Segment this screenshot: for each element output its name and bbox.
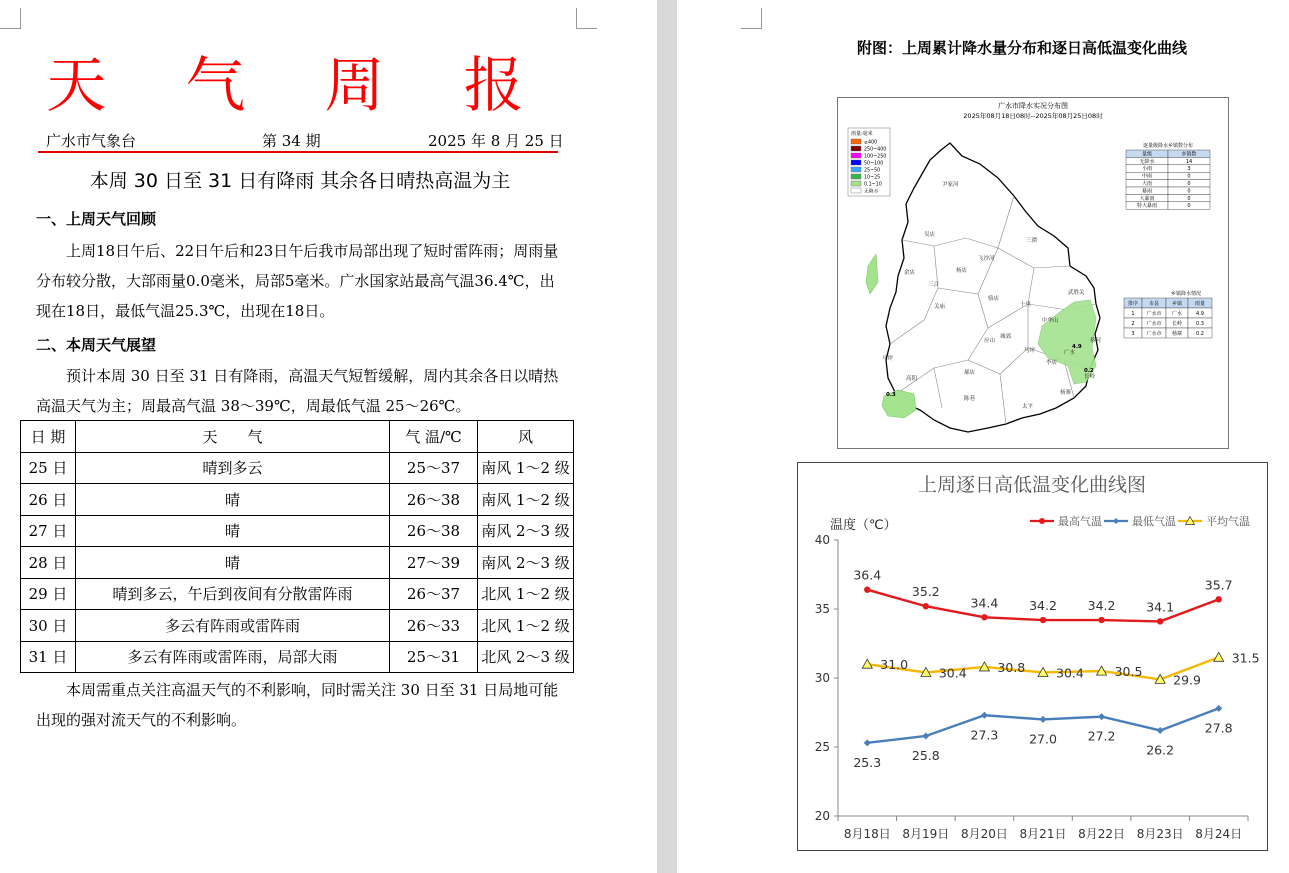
town-table-title: 乡镇降水情况 <box>1170 291 1202 297</box>
data-label: 30.4 <box>938 665 967 681</box>
data-label: 30.8 <box>997 659 1026 675</box>
cell-date: 28 日 <box>21 547 76 579</box>
legend-swatch <box>851 146 861 151</box>
grade-cell-text: 0 <box>1187 188 1191 195</box>
data-point <box>1098 617 1104 623</box>
grade-cell-text: 0 <box>1187 195 1191 202</box>
legend-swatch <box>851 167 861 172</box>
data-label: 34.1 <box>1146 599 1175 615</box>
cell-date: 26 日 <box>21 484 76 516</box>
data-label: 34.2 <box>1029 598 1057 614</box>
town-cell-text: 杨寨 <box>1171 330 1183 337</box>
place-label: 吴店 <box>924 232 936 238</box>
data-label: 29.9 <box>1173 672 1201 688</box>
place-label: 应山 <box>984 338 996 344</box>
x-tick-label: 8月24日 <box>1195 827 1243 841</box>
place-label: 城郊 <box>1000 334 1012 340</box>
cell-wind: 南风 1～2 级 <box>478 452 574 484</box>
rain-distribution-map <box>837 97 1229 449</box>
table-row <box>21 484 574 516</box>
cell-wind: 北风 1～2 级 <box>478 578 574 610</box>
legend-marker <box>1113 518 1119 524</box>
cell-date: 30 日 <box>21 610 76 642</box>
place-label: 余店 <box>904 270 916 276</box>
cell-wind: 南风 1～2 级 <box>478 484 574 516</box>
column-header: 天 气 <box>76 421 390 453</box>
town-cell-text: 0.3 <box>1196 320 1204 327</box>
cell-weather: 晴 <box>76 547 390 579</box>
data-point <box>981 614 987 620</box>
data-point <box>922 732 929 739</box>
grade-cell-text: 无降水 <box>1139 158 1155 165</box>
town-cell-text: 雨量 <box>1194 300 1206 307</box>
data-label: 34.2 <box>1087 598 1116 614</box>
place-label: 杨寨 <box>1060 390 1072 396</box>
section-review-title: 一、上周天气回顾 <box>36 210 157 228</box>
grade-cell-text: 中雨 <box>1141 173 1153 180</box>
issue-date: 2025 年 8 月 25 日 <box>428 132 564 150</box>
table-row <box>21 452 574 484</box>
town-cell-text: 广水市 <box>1146 310 1162 317</box>
place-label: 三合 <box>928 282 940 288</box>
town-cell-text: 3 <box>1131 330 1135 337</box>
legend-swatch <box>851 174 861 179</box>
data-label: 27.3 <box>970 727 999 743</box>
place-label: 郝店 <box>964 370 976 376</box>
grade-cell-text: 特大暴雨 <box>1136 203 1158 210</box>
legend-title: 雨量:毫米 <box>851 131 873 137</box>
place-label: 马坪 <box>1024 348 1036 354</box>
closing-text: 本周需重点关注高温天气的不利影响，同时需关注 30 日至 31 日局地可能出现的强对流天气的不利影响。 <box>36 681 559 729</box>
grade-cell-text: 乡镇数 <box>1181 151 1197 158</box>
legend-swatch <box>851 153 861 158</box>
legend-label: 10~25 <box>864 175 881 181</box>
rain-area-west <box>866 254 878 294</box>
header-divider <box>38 151 558 153</box>
grade-cell-text: 大暴雨 <box>1139 195 1155 202</box>
cell-wind: 北风 1～2 级 <box>478 610 574 642</box>
cell-wind: 北风 2～3 级 <box>478 641 574 673</box>
cell-temp: 26～37 <box>390 578 478 610</box>
place-label: 陈巷 <box>964 396 976 402</box>
data-label: 30.4 <box>1056 665 1084 681</box>
town-cell-text: 广水市 <box>1146 330 1162 337</box>
grade-cell-text: 0 <box>1187 203 1191 210</box>
section-review-text: 上周18日午后、22日午后和23日午后我市局部出现了短时雷阵雨；周雨量分布较分散，大部雨量0.0毫米，局部5毫米。广水国家站最高气温36.4℃，出现在18日，最低气温25.3℃，出现在18日。 <box>36 242 559 320</box>
cell-weather: 晴 <box>76 515 390 547</box>
place-label: 马坪 <box>882 356 894 362</box>
town-cell-text: 0.2 <box>1196 330 1204 337</box>
place-label: 武胜关 <box>1068 290 1085 296</box>
legend-label: 平均气温 <box>1206 515 1250 528</box>
town-cell-text: 4.9 <box>1196 310 1204 317</box>
cell-wind: 南风 2～3 级 <box>478 547 574 579</box>
data-point <box>1098 713 1105 720</box>
legend-label: ≥400 <box>864 140 878 146</box>
y-axis-label: 温度（℃） <box>830 518 897 533</box>
legend-swatch <box>851 160 861 165</box>
legend-label: 无降水 <box>864 189 879 195</box>
issuing-organization: 广水市气象台 <box>46 132 137 150</box>
cell-weather: 多云有阵雨或雷阵雨，局部大雨 <box>76 641 390 673</box>
crop-mark <box>741 8 762 29</box>
place-label: 飞沙河 <box>978 256 995 262</box>
data-point <box>1216 596 1222 602</box>
data-label: 31.0 <box>880 657 909 673</box>
rain-map-svg <box>838 98 1228 448</box>
crop-mark <box>0 8 21 29</box>
data-label: 34.4 <box>970 595 999 611</box>
chart-legend <box>1030 514 1250 528</box>
legend-label: 最低气温 <box>1132 515 1176 528</box>
forecast-table <box>20 420 574 673</box>
place-label: 蔡河 <box>1090 338 1102 344</box>
grade-table <box>1126 142 1210 209</box>
legend-marker <box>1039 518 1045 524</box>
data-point <box>1040 716 1047 723</box>
data-label: 26.2 <box>1146 742 1175 758</box>
cell-weather: 多云有阵雨或雷阵雨 <box>76 610 390 642</box>
data-point <box>981 712 988 719</box>
place-label: 李店 <box>1046 360 1058 366</box>
y-tick-label: 35 <box>814 602 830 616</box>
data-label: 27.0 <box>1029 731 1057 747</box>
cell-weather: 晴到多云 <box>76 452 390 484</box>
legend-swatch <box>851 139 861 144</box>
data-label: 31.5 <box>1231 650 1260 666</box>
grade-cell-text: 3 <box>1187 166 1191 173</box>
town-cell-text: 乡镇 <box>1171 300 1183 307</box>
legend-swatch <box>851 188 861 193</box>
table-row <box>21 578 574 610</box>
town-cell-text: 1 <box>1131 310 1135 317</box>
table-row <box>21 515 574 547</box>
cell-date: 25 日 <box>21 452 76 484</box>
town-cell-text: 广水 <box>1171 310 1183 317</box>
temperature-chart <box>797 462 1268 851</box>
table-row <box>21 641 574 673</box>
y-tick-label: 30 <box>814 671 830 685</box>
cell-weather: 晴 <box>76 484 390 516</box>
place-label: 骆店 <box>988 296 1000 302</box>
place-label: 尹家河 <box>942 182 959 188</box>
column-header: 日 期 <box>21 421 76 453</box>
place-label: 长岭 <box>1084 374 1096 380</box>
headline: 本周 30 日至 31 日有降雨 其余各日晴热高温为主 <box>89 170 511 192</box>
grade-cell-text: 小雨 <box>1141 166 1153 173</box>
table-row <box>21 610 574 642</box>
place-label: 十里 <box>1020 302 1032 308</box>
place-label: 高阳 <box>906 376 918 382</box>
appendix-title: 附图：上周累计降水量分布和逐日高低温变化曲线 <box>856 39 1187 57</box>
data-label: 30.5 <box>1114 664 1143 680</box>
place-label: 广水 <box>1064 350 1076 356</box>
data-point <box>1157 727 1164 734</box>
cell-date: 27 日 <box>21 515 76 547</box>
y-tick-label: 20 <box>814 809 830 823</box>
section-outlook-title: 二、本周天气展望 <box>36 336 157 354</box>
grade-cell-text: 14 <box>1185 158 1193 165</box>
town-cell-text: 2 <box>1131 320 1135 327</box>
map-title: 广水市降水实况分布图 <box>998 102 1068 110</box>
cell-temp: 27～39 <box>390 547 478 579</box>
map-subtitle: 2025年08月18日08时--2025年08月25日08时 <box>963 112 1103 120</box>
cell-weather: 晴到多云，午后到夜间有分散雷阵雨 <box>76 578 390 610</box>
place-label: 三潭 <box>1026 238 1038 244</box>
grade-cell-text: 0 <box>1187 173 1191 180</box>
data-label: 35.2 <box>911 584 940 600</box>
x-tick-label: 8月21日 <box>1019 827 1067 841</box>
issue-number: 第 34 期 <box>262 132 321 150</box>
cell-temp: 26～38 <box>390 515 478 547</box>
x-tick-label: 8月18日 <box>843 827 891 841</box>
grade-cell-text: 暴雨 <box>1141 188 1153 195</box>
data-label: 25.8 <box>911 747 940 763</box>
town-cell-text: 广水市 <box>1146 320 1162 327</box>
legend-label: 最高气温 <box>1058 515 1102 528</box>
data-point <box>864 586 870 592</box>
cell-temp: 25～31 <box>390 641 478 673</box>
x-tick-label: 8月22日 <box>1078 827 1126 841</box>
cell-temp: 26～38 <box>390 484 478 516</box>
county-outline <box>886 143 1100 432</box>
y-tick-label: 40 <box>814 533 830 547</box>
grade-cell-text: 0 <box>1187 181 1191 187</box>
table-row <box>21 547 574 579</box>
place-label: 杨店 <box>956 268 968 274</box>
crop-mark <box>576 8 597 29</box>
x-tick-label: 8月20日 <box>960 827 1008 841</box>
legend-label: 50~100 <box>864 161 884 167</box>
data-label: 27.2 <box>1087 728 1116 744</box>
rain-value: 0.3 <box>886 392 896 398</box>
rain-value: 0.2 <box>1084 368 1094 374</box>
data-point <box>864 739 871 746</box>
page-gutter <box>657 0 677 873</box>
data-label: 25.3 <box>853 754 882 770</box>
x-tick-label: 8月23日 <box>1136 827 1184 841</box>
data-label: 36.4 <box>853 567 882 583</box>
cell-temp: 26～33 <box>390 610 478 642</box>
map-legend <box>848 128 890 196</box>
place-label: 关庙 <box>934 304 946 310</box>
legend-label: 250~400 <box>864 147 887 153</box>
section-outlook-text: 预计本周 30 日至 31 日有降雨，高温天气短暂缓解，周内其余各日以晴热高温天气为主；周最高气温 38～39℃，周最低气温 25～26℃。 <box>36 367 559 415</box>
cell-date: 29 日 <box>21 578 76 610</box>
town-cell-text: 长岭 <box>1171 320 1183 327</box>
legend-swatch <box>851 181 861 186</box>
data-point <box>1215 705 1222 712</box>
data-point <box>923 603 929 609</box>
report-title: 天 气 周 报 <box>46 51 554 121</box>
table-header-row <box>21 421 574 453</box>
town-table <box>1124 290 1212 338</box>
town-cell-text: 排序 <box>1127 300 1139 307</box>
data-label: 27.8 <box>1204 720 1233 736</box>
column-header: 气 温/℃ <box>390 421 478 453</box>
data-label: 35.7 <box>1204 577 1233 593</box>
place-label: 中华山 <box>1042 318 1059 324</box>
town-cell-text: 市县 <box>1148 300 1160 307</box>
column-header: 风 <box>478 421 574 453</box>
data-point <box>1040 617 1046 623</box>
place-label: 太平 <box>1022 404 1034 410</box>
y-tick-label: 25 <box>814 740 830 754</box>
report-page-right <box>677 0 1289 873</box>
rain-value: 4.9 <box>1072 344 1082 350</box>
data-point <box>1157 618 1163 624</box>
temperature-chart-svg <box>798 463 1267 850</box>
x-tick-label: 8月19日 <box>902 827 950 841</box>
cell-date: 31 日 <box>21 641 76 673</box>
cell-wind: 南风 2～3 级 <box>478 515 574 547</box>
data-point <box>1214 652 1224 661</box>
legend-label: 25~50 <box>864 168 881 174</box>
grade-cell-text: 量级 <box>1141 151 1153 158</box>
legend-label: 0.1~10 <box>864 182 882 188</box>
cell-temp: 25～37 <box>390 452 478 484</box>
grade-cell-text: 大雨 <box>1141 181 1153 187</box>
chart-title: 上周逐日高低温变化曲线图 <box>917 474 1147 496</box>
grade-table-title: 逐量级降水乡镇数分布 <box>1142 143 1194 149</box>
legend-label: 100~250 <box>864 154 887 160</box>
